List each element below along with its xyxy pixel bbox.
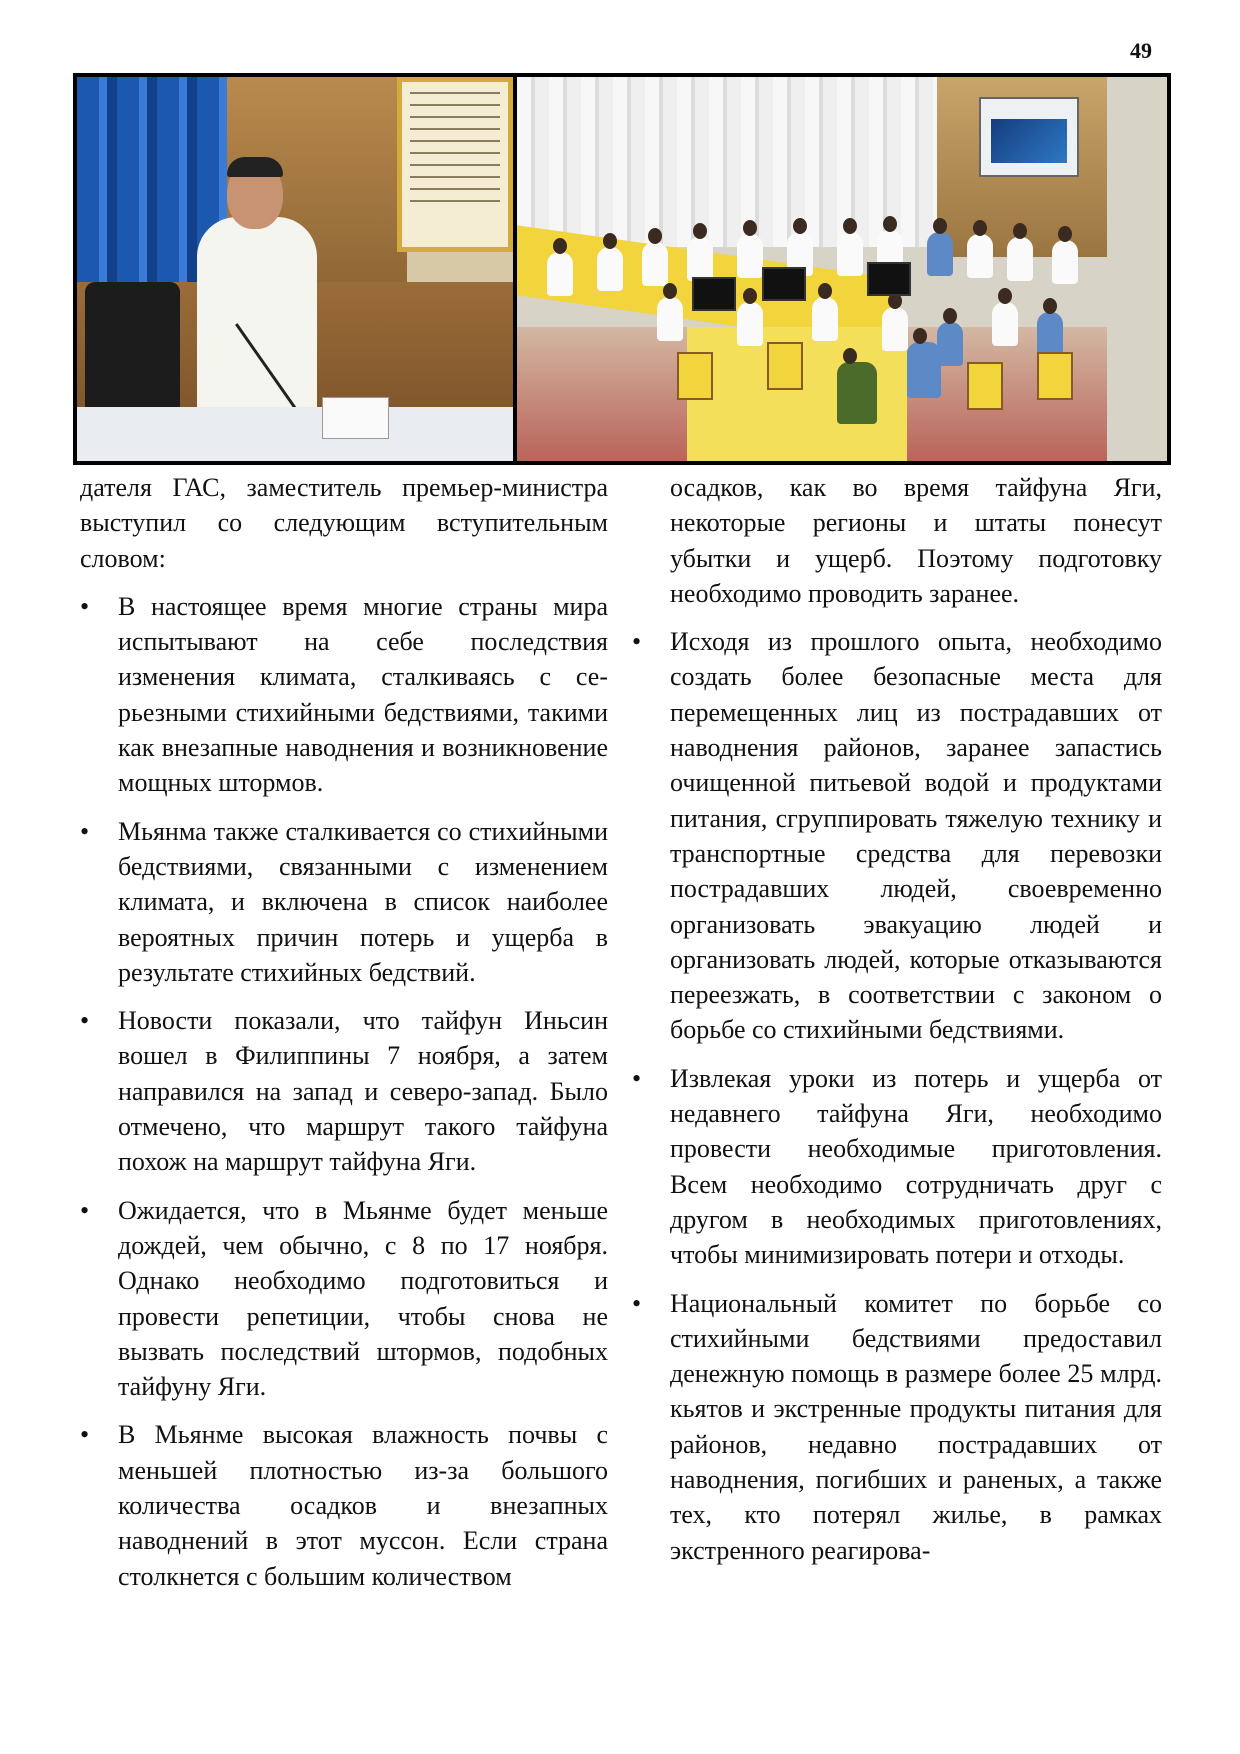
left-text-column: [80, 470, 608, 1594]
bullet-icon: •: [80, 1420, 90, 1450]
list-item-text: Новости показали, что тайфун Иньсин вошел в Филиппины 7 ноября, а затем направился на запад и северо-запад. Было отмечено, что маршрут такого тайфуна похож на маршрут тайфуна Яги.: [118, 1006, 608, 1177]
list-item: [80, 589, 608, 801]
list-item: [80, 814, 608, 990]
wall-poster: [397, 77, 513, 252]
bullet-icon: •: [632, 1288, 642, 1318]
photo-strip: [73, 73, 1171, 465]
list-item-text: В Мьянме высокая влажность почвы с меньшей плотностью из-за большого количества осадков и внезапных наводнений в этот муссон. Если страна столкнется с большим количеством: [118, 1420, 608, 1591]
projection-screen: [979, 97, 1079, 177]
list-item-text: Извлекая уроки из потерь и ущерба от недавнего тайфуна Яги, необходимо провести необходимые приготовления. Всем необходимо сотрудничать друг с другом в необходимых приготовлениях, чтобы минимизировать потери и отходы.: [670, 1063, 1162, 1270]
bullet-icon: •: [80, 1006, 90, 1036]
bullet-icon: •: [632, 1063, 642, 1093]
list-item-text: В настоящее время многие страны мира испытывают на себе последствия изменения климата, сталкиваясь с серьезными стихийными бедствиями, такими как внезапные наводнения и возникновение мощных штормов.: [118, 591, 608, 798]
list-item: [80, 1417, 608, 1593]
list-item: [80, 1003, 608, 1179]
left-bullet-list: [80, 589, 608, 1594]
right-bullet-list: [632, 624, 1162, 1568]
list-item-text: Ожидается, что в Мьянме будет меньше дождей, чем обычно, с 8 по 17 ноября. Однако необходимо подготовиться и провести репетиции, чтобы снова не вызвать последствий штормов, подобных тайфуну Яги.: [118, 1195, 608, 1402]
table-surface: [77, 407, 513, 461]
right-text-column: [632, 470, 1162, 1568]
bullet-icon: •: [80, 1195, 90, 1225]
meeting-hall-photo: [517, 77, 1167, 461]
list-item-text: Исходя из прошлого опыта, необходимо создать более безопасные места для перемещенных лиц из пострадавших от наводнения районов, заранее запастись очищенной питьевой водой и продуктами питания, сгруппировать тяжелую технику и транспортные средства для перевозки пострадавших людей, своевременно организовать эвакуацию людей и организовать людей, которые отказываются переезжать, в соответствии с законом о борьбе со стихийными бедствиями.: [670, 627, 1162, 1045]
office-chair: [85, 282, 180, 412]
list-item: [632, 1286, 1162, 1568]
speaker-hair: [227, 157, 283, 177]
bullet-icon: •: [80, 591, 90, 621]
speaker-photo: [77, 77, 513, 461]
intro-paragraph: дателя ГАС, заместитель премьер-министра выступил со следующим вступительным словом:: [80, 473, 608, 573]
list-item: [80, 1193, 608, 1405]
attendees: [537, 192, 1097, 432]
page-number: 49: [1130, 38, 1152, 63]
bullet-icon: •: [632, 627, 642, 657]
list-item: [632, 624, 1162, 1048]
list-item-text: Мьянма также сталкивается со стихийными бедствиями, связанными с изменением климата, и включена в список наиболее вероятных причин потерь и ущерба в результате стихийных бедствий.: [118, 816, 608, 987]
continuation-paragraph: осадков, как во время тайфуна Яги, некоторые регионы и штаты понесут убытки и ущерб. Поэтому подготовку необходимо проводить заранее.: [670, 473, 1162, 608]
list-item-text: Национальный комитет по борьбе со стихийными бедствиями предоставил денежную помощь в размере более 25 млрд. кьятов и экстренные продукты питания для районов, недавно пострадавших от наводнения, погибших и раненых, а также тех, кто потерял жилье, в рамках экстренного реагирова-: [670, 1288, 1162, 1565]
bullet-icon: •: [80, 816, 90, 846]
nameplate: [322, 397, 389, 439]
list-item: [632, 1061, 1162, 1273]
